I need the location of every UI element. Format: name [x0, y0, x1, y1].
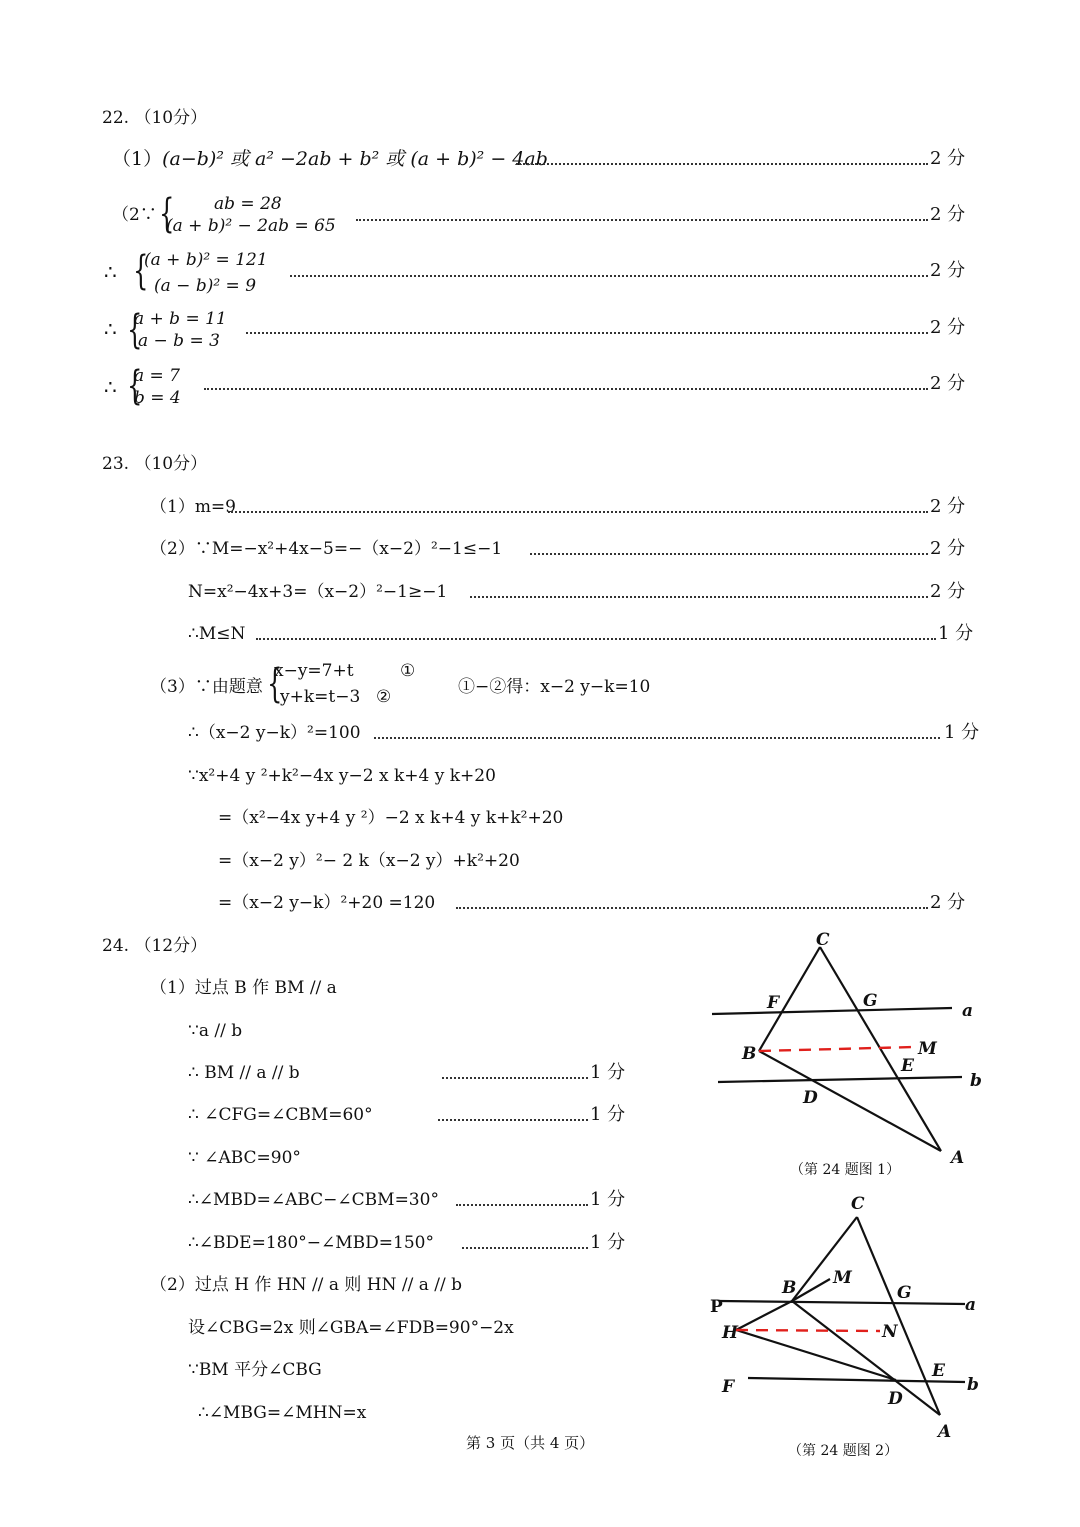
q23-l3-text: N=x²−4x+3=（x−2）²−1≥−1: [188, 582, 448, 602]
fig2-caption: （第 24 题图 2）: [788, 1443, 899, 1459]
q23-l5-result: ①−②得：x−2 y−k=10: [458, 677, 651, 697]
q24-l9-text: 设∠CBG=2x 则∠GBA=∠FDB=90°−2x: [188, 1318, 514, 1338]
fig2-label-P: P: [710, 1297, 723, 1317]
figure-24-1: [700, 925, 1000, 1185]
q22-p2-dots: [356, 219, 928, 221]
q24-l7-score: 1 分: [590, 1232, 626, 1253]
q23-l5-eq2-mark: ②: [376, 687, 392, 707]
fig1-label-M: M: [918, 1039, 937, 1059]
q24-l8-text: （2）过点 H 作 HN // a 则 HN // a // b: [150, 1275, 463, 1295]
fig2-label-F: F: [722, 1377, 735, 1397]
q23-l1-score: 2 分: [930, 496, 966, 517]
fig1-label-B: B: [742, 1044, 757, 1064]
q22-p3-eq1: (a + b)² = 121: [144, 250, 268, 270]
fig2-label-G: G: [897, 1283, 912, 1303]
figure-24-2: [700, 1185, 1000, 1465]
q23-l1-text: （1）m=9: [150, 497, 236, 517]
q23-l5-eq2: y+k=t−3: [280, 687, 361, 707]
q22-p3-eq2: (a − b)² = 9: [154, 276, 257, 296]
fig2-seg-CB: [792, 1217, 857, 1301]
fig2-label-B: B: [782, 1278, 797, 1298]
q23-l5-brace: {: [267, 661, 283, 707]
q24-l2-text: ∵a // b: [188, 1021, 243, 1041]
q22-p5-eq2: b = 4: [134, 388, 181, 408]
q23-l3-score: 2 分: [930, 581, 966, 602]
q22-p1-score: 2 分: [930, 148, 966, 169]
fig1-caption: （第 24 题图 1）: [790, 1162, 901, 1178]
fig2-label-N: N: [882, 1322, 898, 1342]
q23-l10-text: =（x−2 y−k）²+20 =120: [218, 893, 436, 913]
q22-p4-brace: {: [127, 307, 143, 353]
fig2-seg-BA: [792, 1301, 940, 1415]
q24-l6-text: ∴∠MBD=∠ABC−∠CBM=30°: [188, 1190, 439, 1210]
q23-l10-dots: [456, 907, 928, 909]
fig2-label-A: A: [938, 1422, 952, 1442]
page-footer: 第 3 页（共 4 页）: [466, 1434, 595, 1452]
q24-l6-dots: [456, 1204, 588, 1206]
fig1-label-F: F: [767, 993, 780, 1013]
fig2-label-a: a: [965, 1295, 977, 1315]
q23-l5-label: （3）∵由题意: [150, 677, 263, 697]
q23-header: 23. （10分）: [102, 454, 208, 474]
fig2-label-M: M: [833, 1268, 852, 1288]
fig2-line-a: [720, 1301, 965, 1304]
q23-l5-eq1: x−y=7+t: [274, 661, 354, 681]
fig2-seg-HD: [736, 1330, 896, 1380]
fig1-label-A: A: [951, 1148, 965, 1168]
q24-l3-score: 1 分: [590, 1062, 626, 1083]
q22-p5-eq1: a = 7: [134, 366, 181, 386]
q24-l10-text: ∵BM 平分∠CBG: [188, 1360, 322, 1380]
fig2-label-D: D: [888, 1389, 903, 1409]
q22-p1-expr: （1）(a−b)² 或 a² −2ab + b² 或 (a + b)² − 4ab: [112, 148, 548, 170]
q22-p2-label: （2∵: [112, 205, 157, 225]
fig2-dashed-HN: [736, 1330, 880, 1331]
q23-l7-text: ∵x²+4 y ²+k²−4x y−2 x k+4 y k+20: [188, 766, 496, 786]
q22-p5-dots: [204, 388, 928, 390]
q22-p3-score: 2 分: [930, 260, 966, 281]
q22-p2-eq1: ab = 28: [214, 194, 282, 214]
q22-p1-dots: [516, 163, 928, 165]
q22-p3-brace: {: [133, 248, 149, 294]
q24-l1-text: （1）过点 B 作 BM // a: [150, 978, 337, 998]
q24-l3-dots: [442, 1077, 588, 1079]
q22-p5-brace: {: [127, 363, 143, 409]
fig2-label-C: C: [851, 1194, 865, 1214]
fig2-label-E: E: [932, 1361, 945, 1381]
q24-l4-score: 1 分: [590, 1104, 626, 1125]
fig2-label-H: H: [722, 1323, 739, 1343]
fig1-line-b: [718, 1077, 962, 1082]
fig1-label-a: a: [962, 1001, 974, 1021]
q23-l4-score: 1 分: [938, 623, 974, 644]
q23-l4-dots: [256, 638, 936, 640]
fig1-label-E: E: [901, 1056, 914, 1076]
q22-p4-dots: [246, 332, 928, 334]
fig1-label-D: D: [803, 1088, 818, 1108]
q22-p4-label: ∴: [104, 317, 117, 341]
q24-l7-text: ∴∠BDE=180°−∠MBD=150°: [188, 1233, 434, 1253]
q23-l1-dots: [228, 511, 928, 513]
q23-l10-score: 2 分: [930, 892, 966, 913]
q24-l7-dots: [462, 1247, 588, 1249]
q24-l4-dots: [438, 1119, 588, 1121]
fig2-seg-BM: [792, 1279, 830, 1301]
fig2-seg-CA: [857, 1217, 940, 1415]
q23-l9-text: =（x−2 y）²− 2 k（x−2 y）+k²+20: [218, 851, 520, 871]
q24-l4-text: ∴ ∠CFG=∠CBM=60°: [188, 1105, 373, 1125]
q23-l2-text: （2）∵M=−x²+4x−5=−（x−2）²−1≤−1: [150, 539, 503, 559]
q22-p2-score: 2 分: [930, 204, 966, 225]
q24-header: 24. （12分）: [102, 936, 208, 956]
q22-p4-score: 2 分: [930, 317, 966, 338]
q22-p3-dots: [290, 275, 928, 277]
q22-p5-label: ∴: [104, 375, 117, 399]
q22-p5-score: 2 分: [930, 373, 966, 394]
q24-l6-score: 1 分: [590, 1189, 626, 1210]
fig1-dashed-BM: [759, 1047, 914, 1051]
q23-l3-dots: [470, 596, 928, 598]
q22-p2-brace: {: [159, 191, 175, 237]
q24-l5-text: ∵ ∠ABC=90°: [188, 1148, 301, 1168]
q23-l2-score: 2 分: [930, 538, 966, 559]
fig1-label-b: b: [970, 1071, 982, 1091]
fig2-seg-HB: [736, 1301, 792, 1330]
fig1-label-C: C: [816, 930, 830, 950]
q24-l11-text: ∴∠MBG=∠MHN=x: [198, 1403, 367, 1423]
fig2-label-b: b: [967, 1375, 979, 1395]
q23-l8-text: =（x²−4x y+4 y ²）−2 x k+4 y k+k²+20: [218, 808, 564, 828]
q22-header: 22. （10分）: [102, 108, 208, 128]
q23-l4-text: ∴M≤N: [188, 624, 246, 644]
q22-p4-eq2: a − b = 3: [138, 331, 220, 351]
q22-p2-eq2: (a + b)² − 2ab = 65: [166, 216, 336, 236]
q22-p4-eq1: a + b = 11: [134, 309, 227, 329]
q23-l2-dots: [530, 553, 928, 555]
q24-l3-text: ∴ BM // a // b: [188, 1063, 300, 1083]
fig1-line-a: [712, 1008, 952, 1014]
q23-l6-text: ∴（x−2 y−k）²=100: [188, 723, 361, 743]
q22-p3-label: ∴: [104, 260, 117, 284]
fig1-label-G: G: [863, 991, 878, 1011]
q23-l6-score: 1 分: [944, 722, 980, 743]
q23-l5-eq1-mark: ①: [400, 661, 416, 681]
q23-l6-dots: [374, 737, 940, 739]
